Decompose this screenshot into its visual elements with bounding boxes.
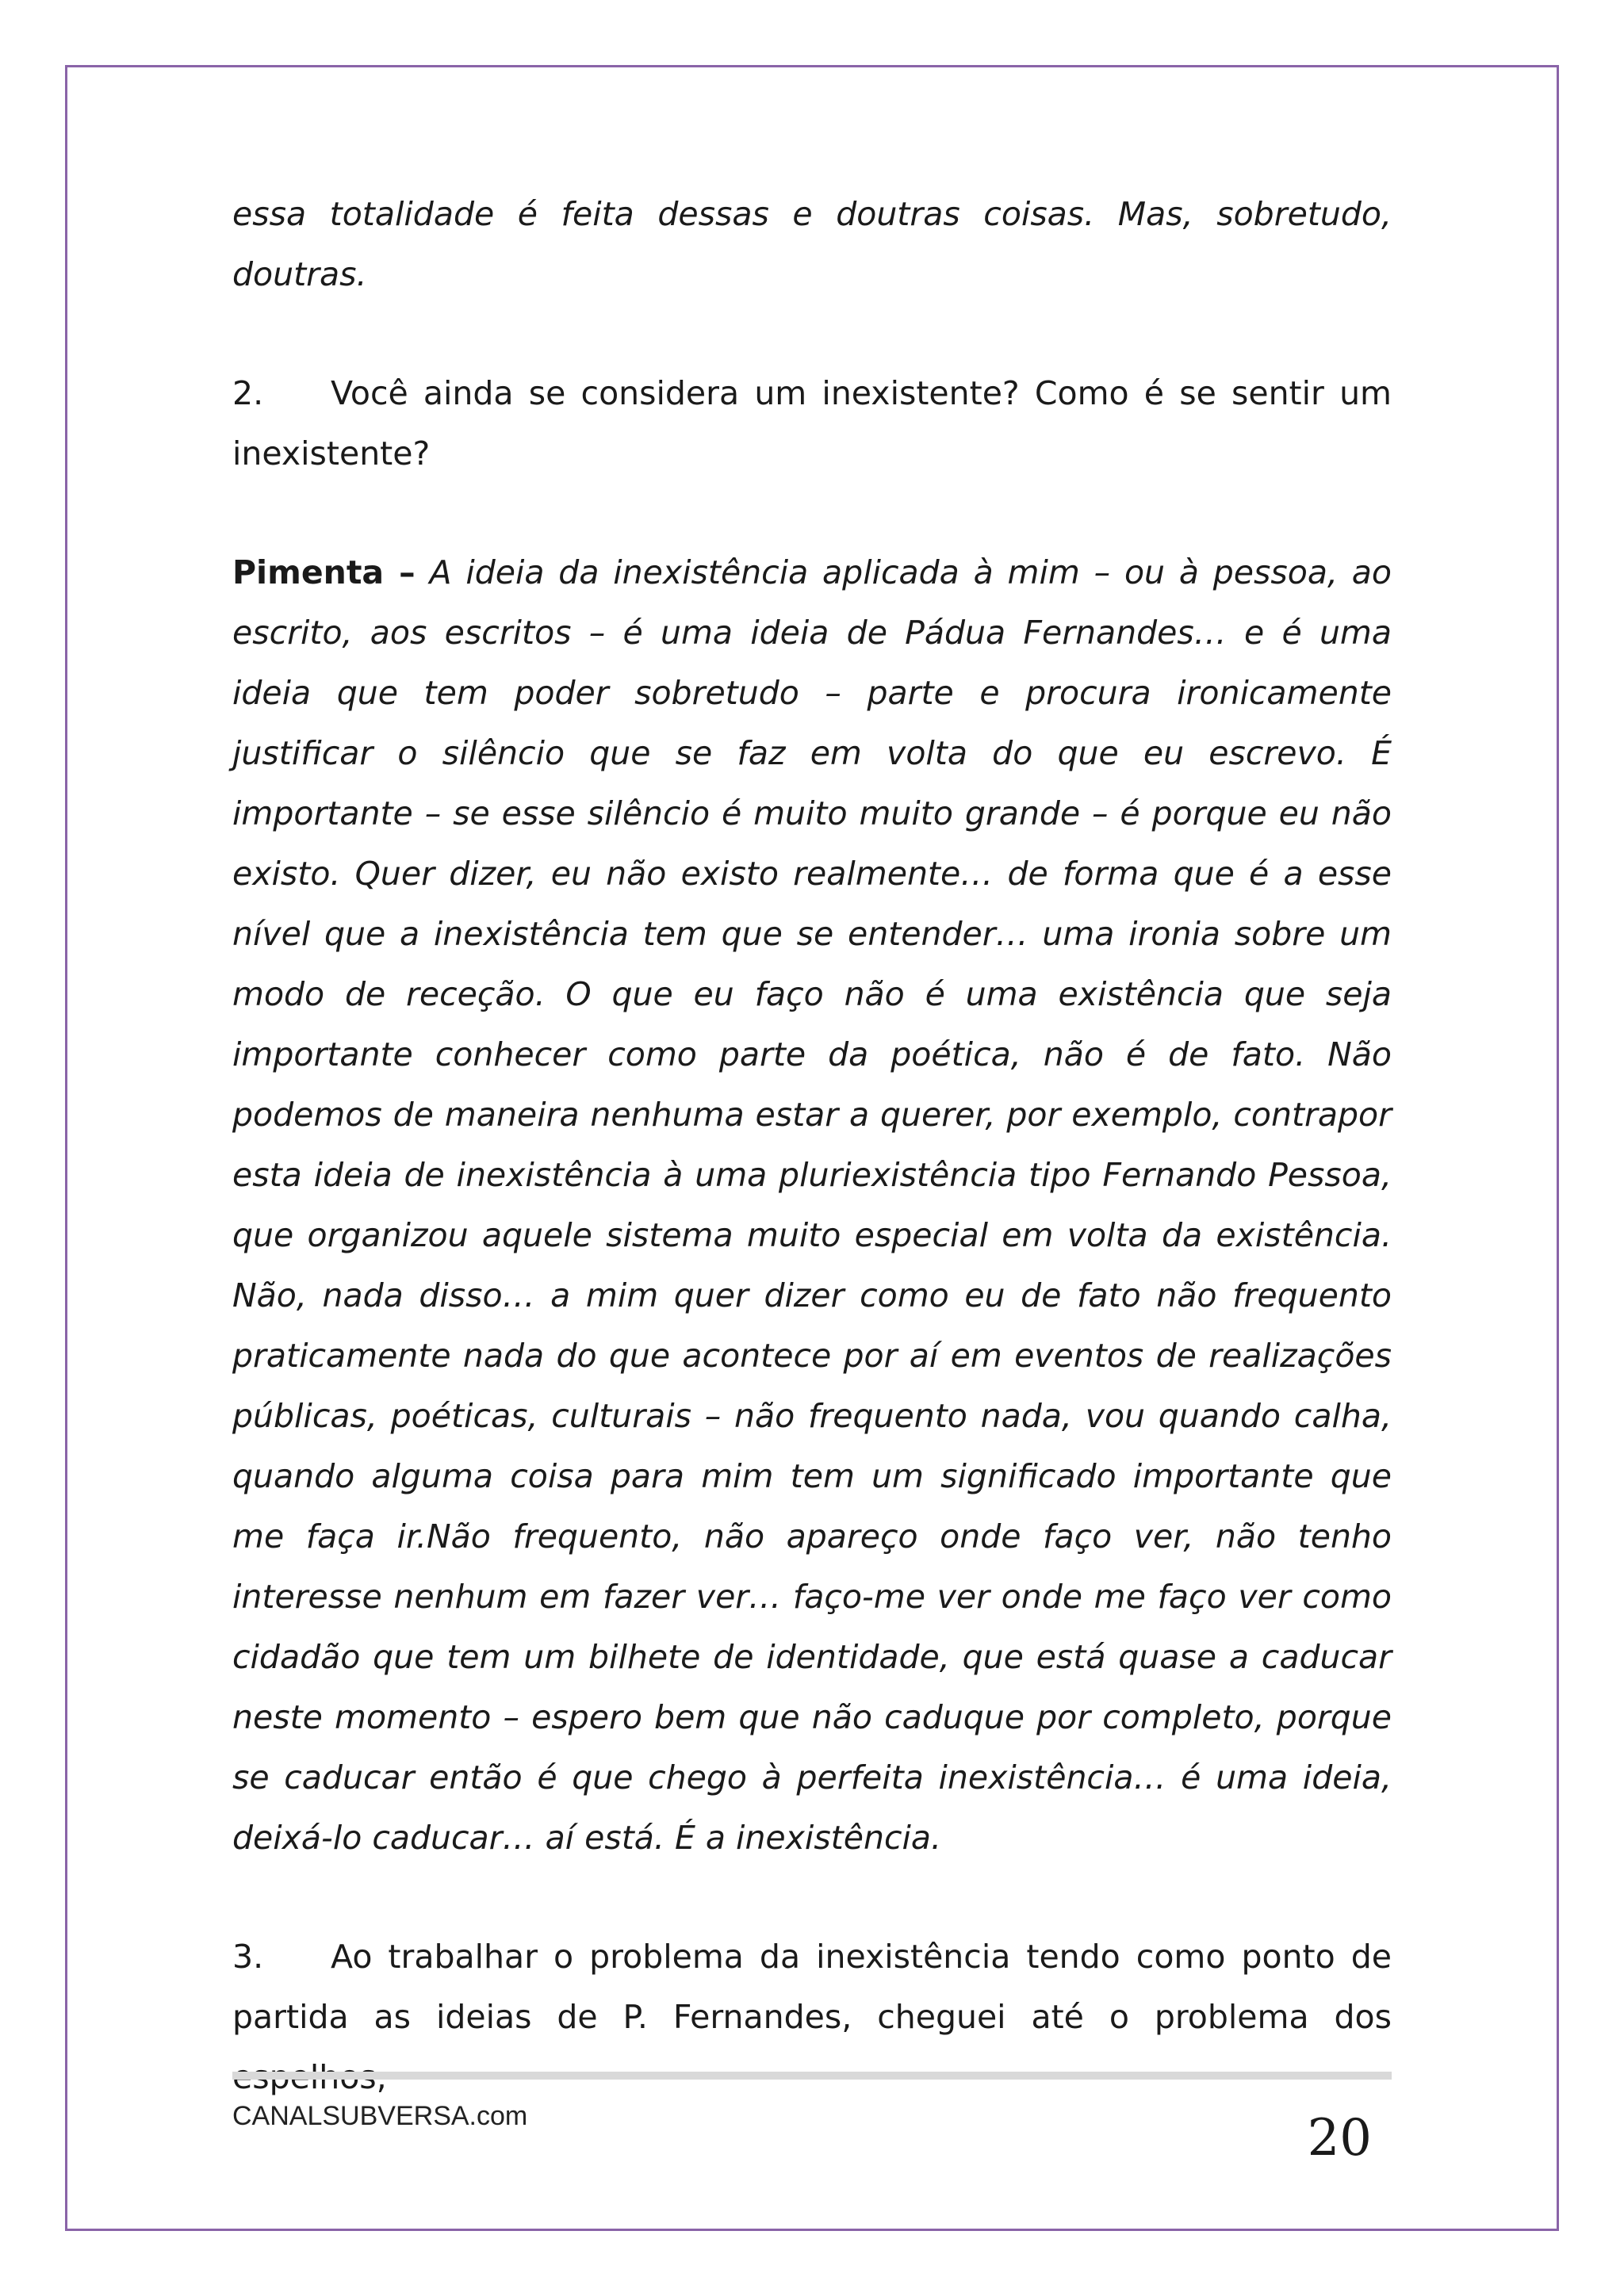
- answer-speaker: Pimenta –: [232, 553, 416, 591]
- footer-site-name: CANALSUBVERSA.com: [232, 2101, 528, 2131]
- question-3-number: 3.: [232, 1938, 264, 1976]
- footer-rule: [232, 2072, 1392, 2080]
- paragraph-continuation: [232, 184, 1392, 304]
- question-2-number: 2.: [232, 374, 264, 412]
- paragraph-continuation-text: essa totalidade é feita dessas e doutras coisas. Mas, sobretudo, doutras.: [232, 195, 1392, 293]
- question-3-text: Ao trabalhar o problema da inexistência tendo como ponto de partida as ideias de P. Fernandes, cheguei até o problema dos: [232, 1938, 1392, 2036]
- answer-paragraph: [232, 542, 1392, 1868]
- question-3: [232, 1927, 1392, 2107]
- question-2: [232, 363, 1392, 484]
- page-number: 20: [1307, 2109, 1372, 2168]
- question-2-text: Você ainda se considera um inexistente? Como é se sentir um inexistente?: [232, 374, 1392, 473]
- document-body: [232, 184, 1392, 2107]
- answer-text: A ideia da inexistência aplicada à mim – ou à pessoa, ao escrito, aos escritos – é uma ideia de Pádua Fernandes… e é uma ideia que tem poder sobretudo – parte e procura ironicamente justificar o silêncio que se faz em volta do que eu escrevo. É importante – se esse silêncio é muito muito grande – é porque eu não existo. Quer dizer, eu não existo realmente… de forma que é a esse nível que a inexistência tem que se entender… uma ironia sobre um modo de receção. O que eu faço não é uma existência que seja importante conhecer como parte da poética, não é de fato. Não podemos de maneira nenhuma estar a querer, por exemplo, contrapor esta ideia de inexistência à uma pluriexistência tipo Fernando Pessoa, que organizou aquele sistema muito especial em volta da existência. Não, nada disso… a mim quer dizer como eu de fato não frequento praticamente nada do que acontece por aí em eventos de realizações públicas, poéticas, culturais – não frequento nada, vou quando calha, quando alguma coisa para mim tem um significado importante que me faça ir.Não frequento, não apareço onde faço ver, não tenho interesse nenhum em fazer ver… faço-me ver onde me faço ver como cidadão que tem um bilhete de identidade, que está quase a caducar neste momento – espero bem que não caduque por completo, porque se caducar então é que chego à perfeita inexistência… é uma ideia, deixá-lo caducar… aí está. É a inexistência.: [232, 553, 1392, 1857]
